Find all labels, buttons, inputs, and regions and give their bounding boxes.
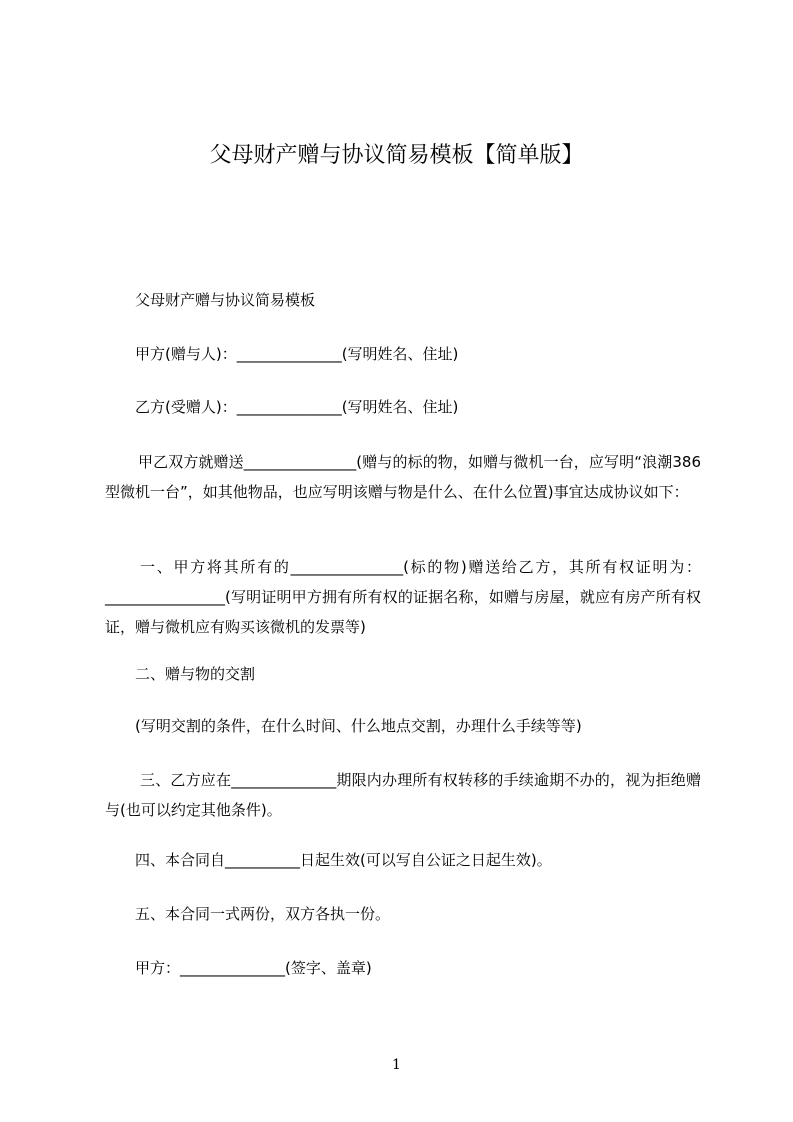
intro-paragraph: 甲乙双方就赠送_______________(赠与的标的物，如赠与微机一台，应写明“浪潮386型微机一台”，如其他物品，也应写明该赠与物是什么、在什么位置)事宜达成协议如下： bbox=[105, 453, 701, 501]
clause-2-text: (写明交割的条件，在什么时间、什么地点交割，办理什么手续等等) bbox=[135, 717, 582, 735]
clause-4: 四、本合同自__________日起生效(可以写自公证之日起生效)。 bbox=[135, 851, 552, 869]
party-a-line: 甲方(赠与人)：______________(写明姓名、住址) bbox=[135, 345, 459, 363]
clause-5: 五、本合同一式两份，双方各执一份。 bbox=[135, 905, 391, 923]
clause-2-heading: 二、赠与物的交割 bbox=[135, 665, 256, 683]
party-b-line: 乙方(受赠人)：______________(写明姓名、住址) bbox=[135, 398, 459, 416]
clause-3: 三、乙方应在______________期限内办理所有权转移的手续逾期不办的，视为拒绝赠与(也可以约定其他条件)。 bbox=[105, 771, 701, 819]
signature-party-a: 甲方：______________(签字、盖章) bbox=[135, 959, 372, 977]
page-number: 1 bbox=[392, 1057, 401, 1073]
clause-1: 一、甲方将其所有的_______________(标的物)赠送给乙方，其所有权证明为：________________(写明证明甲方拥有所有权的证据名称，如赠与房屋，就应有房产所有权证，赠与微机应有购买该微机的发票等) bbox=[105, 558, 701, 636]
document-title: 父母财产赠与协议简易模板【简单版】 bbox=[209, 143, 584, 168]
section-heading: 父母财产赠与协议简易模板 bbox=[135, 291, 316, 309]
